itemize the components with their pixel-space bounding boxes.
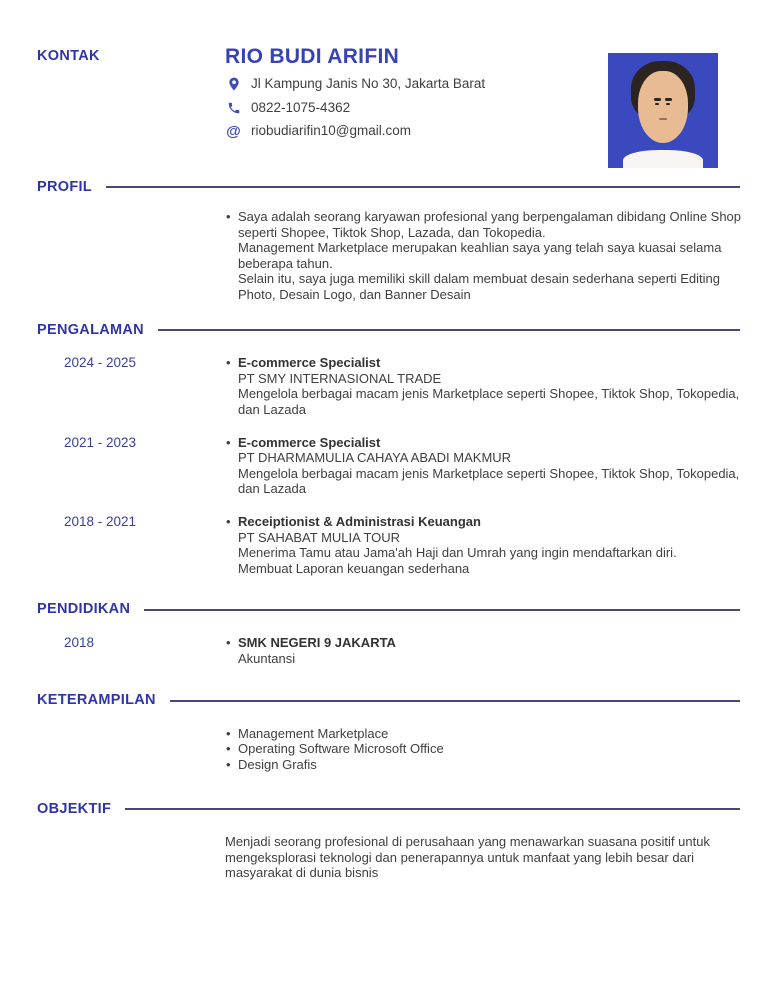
- experience-description: Mengelola berbagai macam jenis Marketplace seperti Shopee, Tiktok Shop, Tokopedia, dan Lazada: [238, 465, 740, 497]
- pengalaman-section-title: PENGALAMAN: [37, 321, 144, 338]
- education-period: 2018: [64, 634, 95, 650]
- pendidikan-divider: [144, 609, 740, 611]
- profil-line: Management Marketplace merupakan keahlian saya yang telah saya kuasai selama beberapa tahun.: [238, 240, 722, 271]
- profil-divider: [106, 186, 740, 188]
- pendidikan-section-header: [0, 602, 778, 618]
- profil-section-header: [0, 180, 778, 196]
- objektif-divider: [125, 808, 740, 810]
- address-text: Jl Kampung Janis No 30, Jakarta Barat: [251, 76, 486, 92]
- experience-description: Menerima Tamu atau Jama'ah Haji dan Umrah yang ingin mendaftarkan diri.: [238, 545, 677, 561]
- education-school: • SMK NEGERI 9 JAKARTA: [238, 634, 396, 650]
- experience-entry: [0, 355, 778, 417]
- keterampilan-section-title: KETERAMPILAN: [37, 692, 156, 709]
- experience-description: Membuat Laporan keuangan sederhana: [238, 560, 470, 576]
- experience-entry: [0, 514, 778, 576]
- experience-company: PT SAHABAT MULIA TOUR: [238, 529, 401, 545]
- experience-title: • E-commerce Specialist: [238, 355, 381, 371]
- objektif-section-title: OBJEKTIF: [37, 800, 112, 817]
- photo-face-shape: [638, 71, 689, 142]
- pendidikan-section-title: PENDIDIKAN: [37, 601, 131, 618]
- address-line: [225, 76, 485, 93]
- location-pin-icon: [225, 76, 242, 93]
- keterampilan-divider: [170, 700, 740, 702]
- objektif-paragraph: Menjadi seorang profesional di perusahaan yang menawarkan suasana positif untuk mengeksplorasi teknologi dan penerapannya untuk manfaat yang lebih besar dari masyarakat di dunia bisnis: [225, 834, 710, 881]
- objektif-content: [0, 834, 778, 881]
- contact-list: [225, 76, 485, 140]
- skill-item: • Management Marketplace: [225, 726, 730, 742]
- photo-shirt-shape: [623, 150, 702, 168]
- objektif-section-header: [0, 802, 778, 818]
- keterampilan-section-header: [0, 693, 778, 709]
- phone-text: 0822-1075-4362: [251, 99, 351, 115]
- skill-item: • Design Grafis: [225, 757, 730, 773]
- email-line: [225, 123, 485, 140]
- experience-title: • E-commerce Specialist: [238, 434, 381, 450]
- experience-period: 2018 - 2021: [64, 514, 137, 529]
- profil-content: [0, 209, 778, 303]
- kontak-section-label: KONTAK: [37, 48, 100, 64]
- experience-entry: [0, 435, 778, 497]
- experience-company: PT DHARMAMULIA CAHAYA ABADI MAKMUR: [238, 450, 512, 466]
- experience-period: 2021 - 2023: [64, 434, 137, 450]
- person-name: RIO BUDI ARIFIN: [225, 45, 400, 68]
- experience-company: PT SMY INTERNASIONAL TRADE: [238, 370, 442, 386]
- profil-line: Selain itu, saya juga memiliki skill dalam membuat desain sederhana seperti Editing Photo, Desain Logo, dan Banner Desain: [238, 271, 720, 303]
- at-sign-icon: @: [226, 122, 241, 140]
- education-entry: [0, 635, 778, 666]
- phone-line: [225, 99, 485, 116]
- profile-photo: [608, 53, 718, 168]
- profil-paragraph: [225, 209, 743, 303]
- education-major: Akuntansi: [238, 650, 296, 666]
- profil-line: • Saya adalah seorang karyawan profesional yang berpengalaman dibidang Online Shop seperti Shopee, Tiktok Shop, Lazada, dan Tokopedia.: [238, 209, 742, 240]
- experience-description: Mengelola berbagai macam jenis Marketplace seperti Shopee, Tiktok Shop, Tokopedia, dan Lazada: [238, 386, 740, 418]
- pengalaman-section-header: [0, 323, 778, 339]
- skill-item: • Operating Software Microsoft Office: [225, 741, 730, 757]
- pengalaman-divider: [158, 329, 740, 331]
- email-text: riobudiarifin10@gmail.com: [251, 123, 412, 139]
- skills-list: [0, 726, 778, 773]
- phone-icon: [225, 99, 242, 116]
- experience-title: • Receiptionist & Administrasi Keuangan: [238, 514, 481, 529]
- profil-section-title: PROFIL: [37, 178, 92, 195]
- experience-period: 2024 - 2025: [64, 355, 137, 371]
